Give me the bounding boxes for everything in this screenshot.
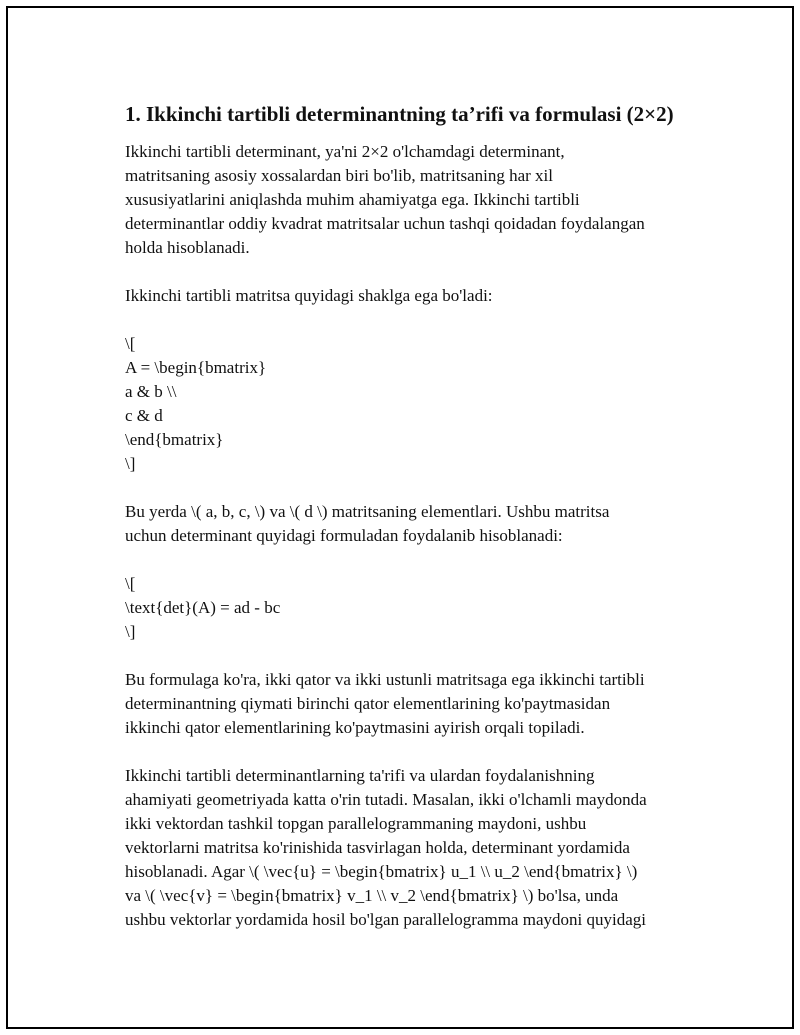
- latex-line: \]: [125, 622, 136, 641]
- paragraph-matrix-form: [125, 284, 705, 308]
- latex-line: \]: [125, 454, 136, 473]
- latex-line: \[: [125, 574, 136, 593]
- latex-determinant-block: [125, 572, 705, 644]
- text-line: Bu formulaga ko'ra, ikki qator va ikki ustunli matritsaga ega ikkinchi tartibli: [125, 670, 645, 689]
- text-line: ushbu vektorlar yordamida hosil bo'lgan parallelogramma maydoni quyidagi: [125, 910, 646, 929]
- text-line: vektorlarni matritsa ko'rinishida tasvirlagan holda, determinant yordamida: [125, 838, 630, 857]
- latex-line: c & d: [125, 406, 163, 425]
- text-line: ahamiyati geometriyada katta o'rin tutadi. Masalan, ikki o'lchamli maydonda: [125, 790, 647, 809]
- text-line: holda hisoblanadi.: [125, 238, 250, 257]
- section-heading: 1. Ikkinchi tartibli determinantning ta’rifi va formulasi (2×2): [125, 102, 674, 126]
- text-line: xususiyatlarini aniqlashda muhim ahamiyatga ega. Ikkinchi tartibli: [125, 190, 580, 209]
- latex-line: \text{det}(A) = ad - bc: [125, 598, 281, 617]
- paragraph-elements: [125, 500, 705, 548]
- text-line: hisoblanadi. Agar \( \vec{u} = \begin{bmatrix} u_1 \\ u_2 \end{bmatrix} \): [125, 862, 638, 881]
- text-line: matritsaning asosiy xossalardan biri bo'lib, matritsaning har xil: [125, 166, 553, 185]
- text-line: Ikkinchi tartibli matritsa quyidagi shaklga ega bo'ladi:: [125, 286, 493, 305]
- text-line: determinantning qiymati birinchi qator elementlarining ko'paytmasidan: [125, 694, 611, 713]
- paragraph-geometry: [125, 764, 705, 932]
- text-line: Ikkinchi tartibli determinantlarning ta'rifi va ulardan foydalanishning: [125, 766, 595, 785]
- paragraph-formula-explanation: [125, 668, 705, 740]
- latex-line: a & b \\: [125, 382, 177, 401]
- text-line: Ikkinchi tartibli determinant, ya'ni 2×2 o'lchamdagi determinant,: [125, 142, 565, 161]
- text-line: ikkinchi qator elementlarining ko'paytmasini ayirish orqali topiladi.: [125, 718, 585, 737]
- text-line: uchun determinant quyidagi formuladan foydalanib hisoblanadi:: [125, 526, 563, 545]
- latex-line: A = \begin{bmatrix}: [125, 358, 267, 377]
- document-body: [125, 100, 705, 956]
- paragraph-intro: [125, 140, 705, 260]
- text-line: ikki vektordan tashkil topgan parallelogrammaning maydoni, ushbu: [125, 814, 587, 833]
- latex-line: \end{bmatrix}: [125, 430, 224, 449]
- page-frame: [6, 6, 794, 1029]
- text-line: Bu yerda \( a, b, c, \) va \( d \) matritsaning elementlari. Ushbu matritsa: [125, 502, 610, 521]
- text-line: va \( \vec{v} = \begin{bmatrix} v_1 \\ v_2 \end{bmatrix} \) bo'lsa, unda: [125, 886, 619, 905]
- text-line: determinantlar oddiy kvadrat matritsalar uchun tashqi qoidadan foydalangan: [125, 214, 645, 233]
- latex-line: \[: [125, 334, 136, 353]
- latex-matrix-block: [125, 332, 705, 476]
